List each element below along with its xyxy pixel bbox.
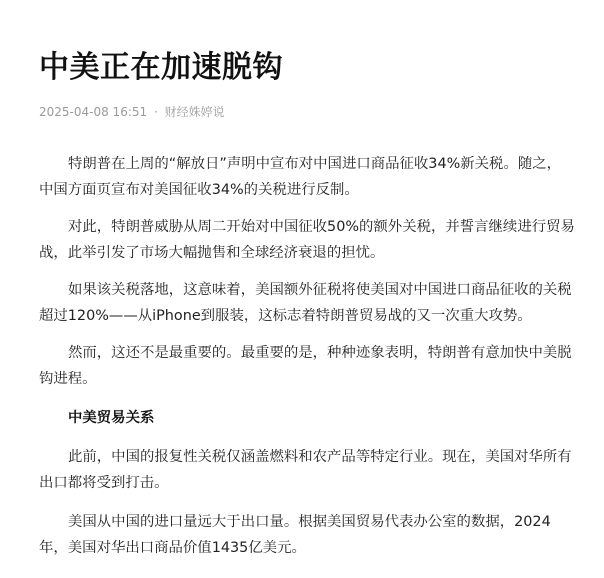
paragraph-1: [39, 151, 584, 203]
paragraph-6: [39, 509, 584, 561]
paragraph-line: 钩进程。: [39, 371, 97, 387]
paragraph-4: [39, 340, 584, 392]
paragraph-line: 特朗普在上周的“解放日”声明中宣布对中国进口商品征收34%新关税。随之，: [68, 156, 562, 172]
paragraph-line: 如果该关税落地，这意味着，美国额外征税将使美国对中国进口商品征收的关税: [68, 282, 572, 298]
paragraph-line: 然而，这还不是最重要的。最重要的是，种种迹象表明，特朗普有意加快中美脱: [68, 345, 572, 361]
paragraph-line: 对此，特朗普威胁从周二开始对中国征收50%的额外关税，并誓言继续进行贸易: [68, 219, 575, 235]
paragraph-line: 中国方面页宣布对美国征收34%的关税进行反制。: [39, 182, 359, 198]
section-heading: 中美贸易关系: [68, 410, 155, 426]
paragraph-line: 美国从中国的进口量远大于出口量。根据美国贸易代表办公室的数据，2024: [68, 514, 551, 530]
paragraph-line: 出口都将受到打击。: [39, 475, 169, 491]
paragraph-5: [39, 444, 584, 496]
paragraph-line: 年，美国对华出口商品价值1435亿美元。: [39, 540, 306, 556]
paragraph-2: [39, 214, 584, 266]
paragraph-line: 战，此举引发了市场大幅抛售和全球经济衰退的担忧。: [39, 245, 385, 261]
paragraph-line: 超过120%——从iPhone到服装，这标志着特朗普贸易战的又一次重大攻势。: [39, 308, 532, 324]
paragraph-3: [39, 277, 584, 329]
article-meta: [39, 103, 225, 121]
publish-date: 2025-04-08 16:51: [39, 105, 148, 119]
paragraph-line: 此前，中国的报复性关税仅涵盖燃料和农产品等特定行业。现在，美国对华所有: [68, 449, 572, 465]
author-name[interactable]: 财经姝婷说: [164, 105, 225, 119]
article-title: 中美正在加速脱钩: [39, 50, 283, 85]
meta-separator: ·: [153, 105, 158, 119]
